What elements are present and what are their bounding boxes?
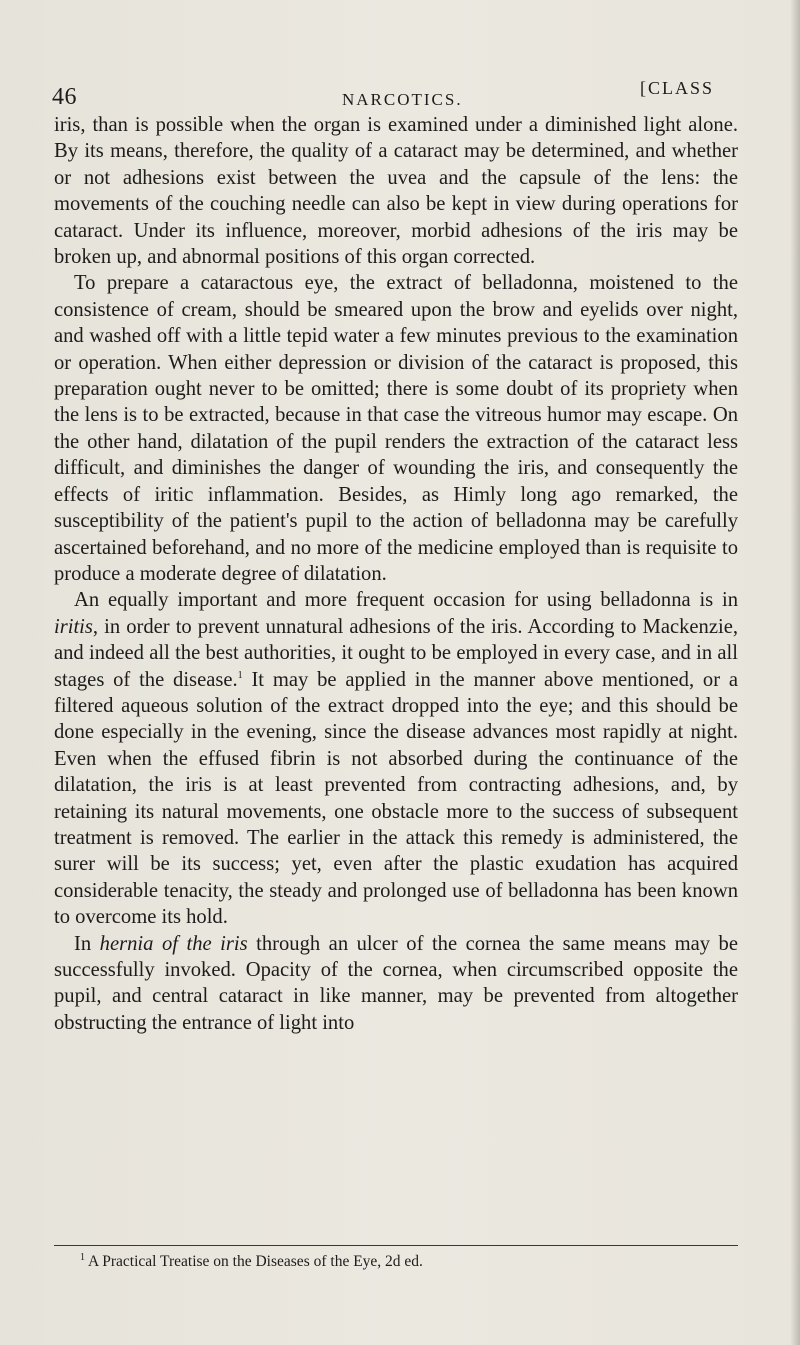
footnote-marker: 1 (80, 1251, 85, 1263)
text-run: An equally important and more frequent occasion for using belladonna is in (74, 589, 738, 612)
footnote-reference: 1 (237, 669, 243, 681)
italic-term: iritis (54, 615, 93, 638)
text-run: To prepare a cataractous eye, the extract of belladonna, moistened to the consistence of cream, should be smeared upon the brow and eyelids over night, and washed off with a little tepid water a few minutes previous to the examination or operation. When either depression or division of the cataract is proposed, this preparation ought never to be omitted; there is some doubt of its propriety when the lens is to be extracted, because in that case the vitreous humor may escape. On the other hand, dilatation of the pupil renders the extraction of the cataract less difficult, and diminishes the danger of wounding the iris, and consequently the effects of iritic inflammation. Besides, as Himly long ago remarked, the susceptibility of the patient's pupil to the action of belladonna may be carefully ascertained beforehand, and no more of the medicine employed than is requisite to produce a moderate degree of dilatation. (54, 272, 738, 585)
footnote (80, 1253, 423, 1271)
text-run: In (74, 932, 100, 955)
text-run: through an ulcer of the cornea the same means may be successfully invoked. Opacity of the cornea, when circumscribed opposite the pupil, and central cataract in like manner, may be prevented from altogether obstructing the entrance of light into (54, 932, 738, 1034)
text-run: It may be applied in the manner above mentioned, or a filtered aqueous solution of the extract dropped into the eye; and this should be done especially in the evening, since the disease advances most rapidly at night. Even when the effused fibrin is not absorbed during the continuance of the dilatation, the iris is at least prevented from contracting adhesions, and, by retaining its natural movements, one obstacle more to the success of subsequent treatment is removed. The earlier in the attack this remedy is administered, the surer will be its success; yet, even after the plastic exudation has acquired considerable tenacity, the steady and prolonged use of belladonna has been known to overcome its hold. (54, 668, 738, 929)
paragraph (54, 112, 738, 270)
paragraph (54, 931, 738, 1037)
page-number: 46 (52, 84, 77, 110)
text-run: iris, than is possible when the organ is examined under a diminished light alone. By its means, therefore, the quality of a cataract may be determined, and whether or not adhesions exist between the uvea and the capsule of the lens: the movements of the couching needle can also be kept in view during operations for cataract. Under its influence, moreover, morbid adhesions of the iris may be broken up, and abnormal positions of this organ corrected. (54, 114, 738, 269)
running-title: NARCOTICS. (342, 90, 463, 109)
text-run: , in order to prevent unnatural adhesions of the iris. According to Mackenzie, and indeed all the best authorities, it ought to be employed in every case, and in all stages of the disease. (54, 615, 738, 691)
running-head (52, 78, 738, 114)
footnote-text: A Practical Treatise on the Diseases of the Eye, 2d ed. (88, 1253, 423, 1270)
italic-term: hernia of the iris (99, 932, 248, 955)
page-edge-shadow (790, 0, 800, 1345)
footnote-rule (54, 1245, 738, 1246)
paragraph (54, 270, 738, 587)
running-class-label: [CLASS (640, 78, 715, 98)
body-text (54, 112, 738, 1036)
paragraph (54, 587, 738, 930)
